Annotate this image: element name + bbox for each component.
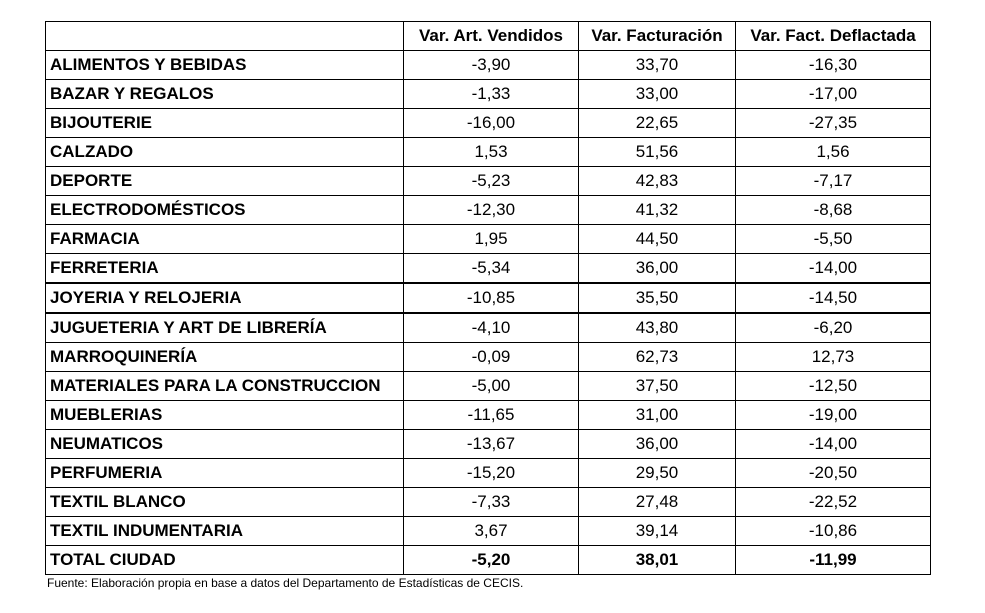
row-category: FARMACIA bbox=[46, 225, 404, 254]
cell-deflactada: -17,00 bbox=[736, 80, 931, 109]
cell-deflactada: 12,73 bbox=[736, 343, 931, 372]
data-table bbox=[45, 21, 931, 575]
cell-facturacion: 27,48 bbox=[579, 488, 736, 517]
cell-deflactada: -19,00 bbox=[736, 401, 931, 430]
cell-deflactada: -20,50 bbox=[736, 459, 931, 488]
cell-vendidos: -7,33 bbox=[404, 488, 579, 517]
row-category: TOTAL CIUDAD bbox=[46, 546, 404, 575]
cell-vendidos: -5,00 bbox=[404, 372, 579, 401]
cell-deflactada: -12,50 bbox=[736, 372, 931, 401]
table-row bbox=[46, 488, 931, 517]
row-category: ALIMENTOS Y BEBIDAS bbox=[46, 51, 404, 80]
cell-facturacion: 22,65 bbox=[579, 109, 736, 138]
header-var-fact-deflactada: Var. Fact. Deflactada bbox=[736, 22, 931, 51]
cell-facturacion: 44,50 bbox=[579, 225, 736, 254]
cell-facturacion: 51,56 bbox=[579, 138, 736, 167]
cell-facturacion: 36,00 bbox=[579, 254, 736, 284]
cell-facturacion: 31,00 bbox=[579, 401, 736, 430]
row-category: JUGUETERIA Y ART DE LIBRERÍA bbox=[46, 313, 404, 343]
cell-vendidos: -10,85 bbox=[404, 283, 579, 313]
cell-facturacion: 29,50 bbox=[579, 459, 736, 488]
row-category: DEPORTE bbox=[46, 167, 404, 196]
cell-facturacion: 39,14 bbox=[579, 517, 736, 546]
cell-facturacion: 43,80 bbox=[579, 313, 736, 343]
cell-deflactada: -14,50 bbox=[736, 283, 931, 313]
cell-vendidos: -5,34 bbox=[404, 254, 579, 284]
table-row bbox=[46, 372, 931, 401]
row-category: MATERIALES PARA LA CONSTRUCCION bbox=[46, 372, 404, 401]
table-row bbox=[46, 167, 931, 196]
cell-vendidos: -15,20 bbox=[404, 459, 579, 488]
cell-facturacion: 36,00 bbox=[579, 430, 736, 459]
table-row bbox=[46, 138, 931, 167]
header-var-art-vendidos: Var. Art. Vendidos bbox=[404, 22, 579, 51]
cell-deflactada: -5,50 bbox=[736, 225, 931, 254]
total-row bbox=[46, 546, 931, 575]
table-row bbox=[46, 80, 931, 109]
cell-deflactada: 1,56 bbox=[736, 138, 931, 167]
table-row bbox=[46, 343, 931, 372]
row-category: JOYERIA Y RELOJERIA bbox=[46, 283, 404, 313]
table-row bbox=[46, 517, 931, 546]
cell-facturacion: 42,83 bbox=[579, 167, 736, 196]
cell-vendidos: -4,10 bbox=[404, 313, 579, 343]
table-row bbox=[46, 109, 931, 138]
cell-vendidos: -1,33 bbox=[404, 80, 579, 109]
cell-vendidos: 1,95 bbox=[404, 225, 579, 254]
cell-vendidos: 1,53 bbox=[404, 138, 579, 167]
cell-deflactada: -10,86 bbox=[736, 517, 931, 546]
cell-vendidos: -13,67 bbox=[404, 430, 579, 459]
cell-facturacion: 38,01 bbox=[579, 546, 736, 575]
cell-vendidos: -0,09 bbox=[404, 343, 579, 372]
table-row bbox=[46, 401, 931, 430]
source-note: Fuente: Elaboración propia en base a datos del Departamento de Estadísticas de CECIS. bbox=[47, 576, 524, 590]
cell-vendidos: -16,00 bbox=[404, 109, 579, 138]
table-container bbox=[45, 21, 931, 590]
row-category: CALZADO bbox=[46, 138, 404, 167]
cell-deflactada: -27,35 bbox=[736, 109, 931, 138]
header-row bbox=[46, 22, 931, 51]
row-category: NEUMATICOS bbox=[46, 430, 404, 459]
table-row bbox=[46, 225, 931, 254]
header-category bbox=[46, 22, 404, 51]
table-row bbox=[46, 313, 931, 343]
cell-deflactada: -7,17 bbox=[736, 167, 931, 196]
cell-deflactada: -22,52 bbox=[736, 488, 931, 517]
table-row bbox=[46, 459, 931, 488]
cell-vendidos: -5,23 bbox=[404, 167, 579, 196]
row-category: MUEBLERIAS bbox=[46, 401, 404, 430]
header-var-facturacion: Var. Facturación bbox=[579, 22, 736, 51]
row-category: BAZAR Y REGALOS bbox=[46, 80, 404, 109]
cell-deflactada: -14,00 bbox=[736, 430, 931, 459]
table-row bbox=[46, 283, 931, 313]
cell-facturacion: 37,50 bbox=[579, 372, 736, 401]
row-category: BIJOUTERIE bbox=[46, 109, 404, 138]
row-category: TEXTIL INDUMENTARIA bbox=[46, 517, 404, 546]
cell-facturacion: 33,00 bbox=[579, 80, 736, 109]
row-category: ELECTRODOMÉSTICOS bbox=[46, 196, 404, 225]
cell-vendidos: -5,20 bbox=[404, 546, 579, 575]
cell-deflactada: -8,68 bbox=[736, 196, 931, 225]
cell-deflactada: -16,30 bbox=[736, 51, 931, 80]
cell-vendidos: -12,30 bbox=[404, 196, 579, 225]
row-category: FERRETERIA bbox=[46, 254, 404, 284]
cell-facturacion: 62,73 bbox=[579, 343, 736, 372]
cell-deflactada: -11,99 bbox=[736, 546, 931, 575]
row-category: TEXTIL BLANCO bbox=[46, 488, 404, 517]
table-row bbox=[46, 51, 931, 80]
table-row bbox=[46, 430, 931, 459]
table-row bbox=[46, 196, 931, 225]
cell-deflactada: -6,20 bbox=[736, 313, 931, 343]
cell-facturacion: 35,50 bbox=[579, 283, 736, 313]
cell-facturacion: 33,70 bbox=[579, 51, 736, 80]
cell-vendidos: -3,90 bbox=[404, 51, 579, 80]
cell-vendidos: -11,65 bbox=[404, 401, 579, 430]
cell-deflactada: -14,00 bbox=[736, 254, 931, 284]
cell-vendidos: 3,67 bbox=[404, 517, 579, 546]
table-row bbox=[46, 254, 931, 284]
cell-facturacion: 41,32 bbox=[579, 196, 736, 225]
row-category: MARROQUINERÍA bbox=[46, 343, 404, 372]
row-category: PERFUMERIA bbox=[46, 459, 404, 488]
